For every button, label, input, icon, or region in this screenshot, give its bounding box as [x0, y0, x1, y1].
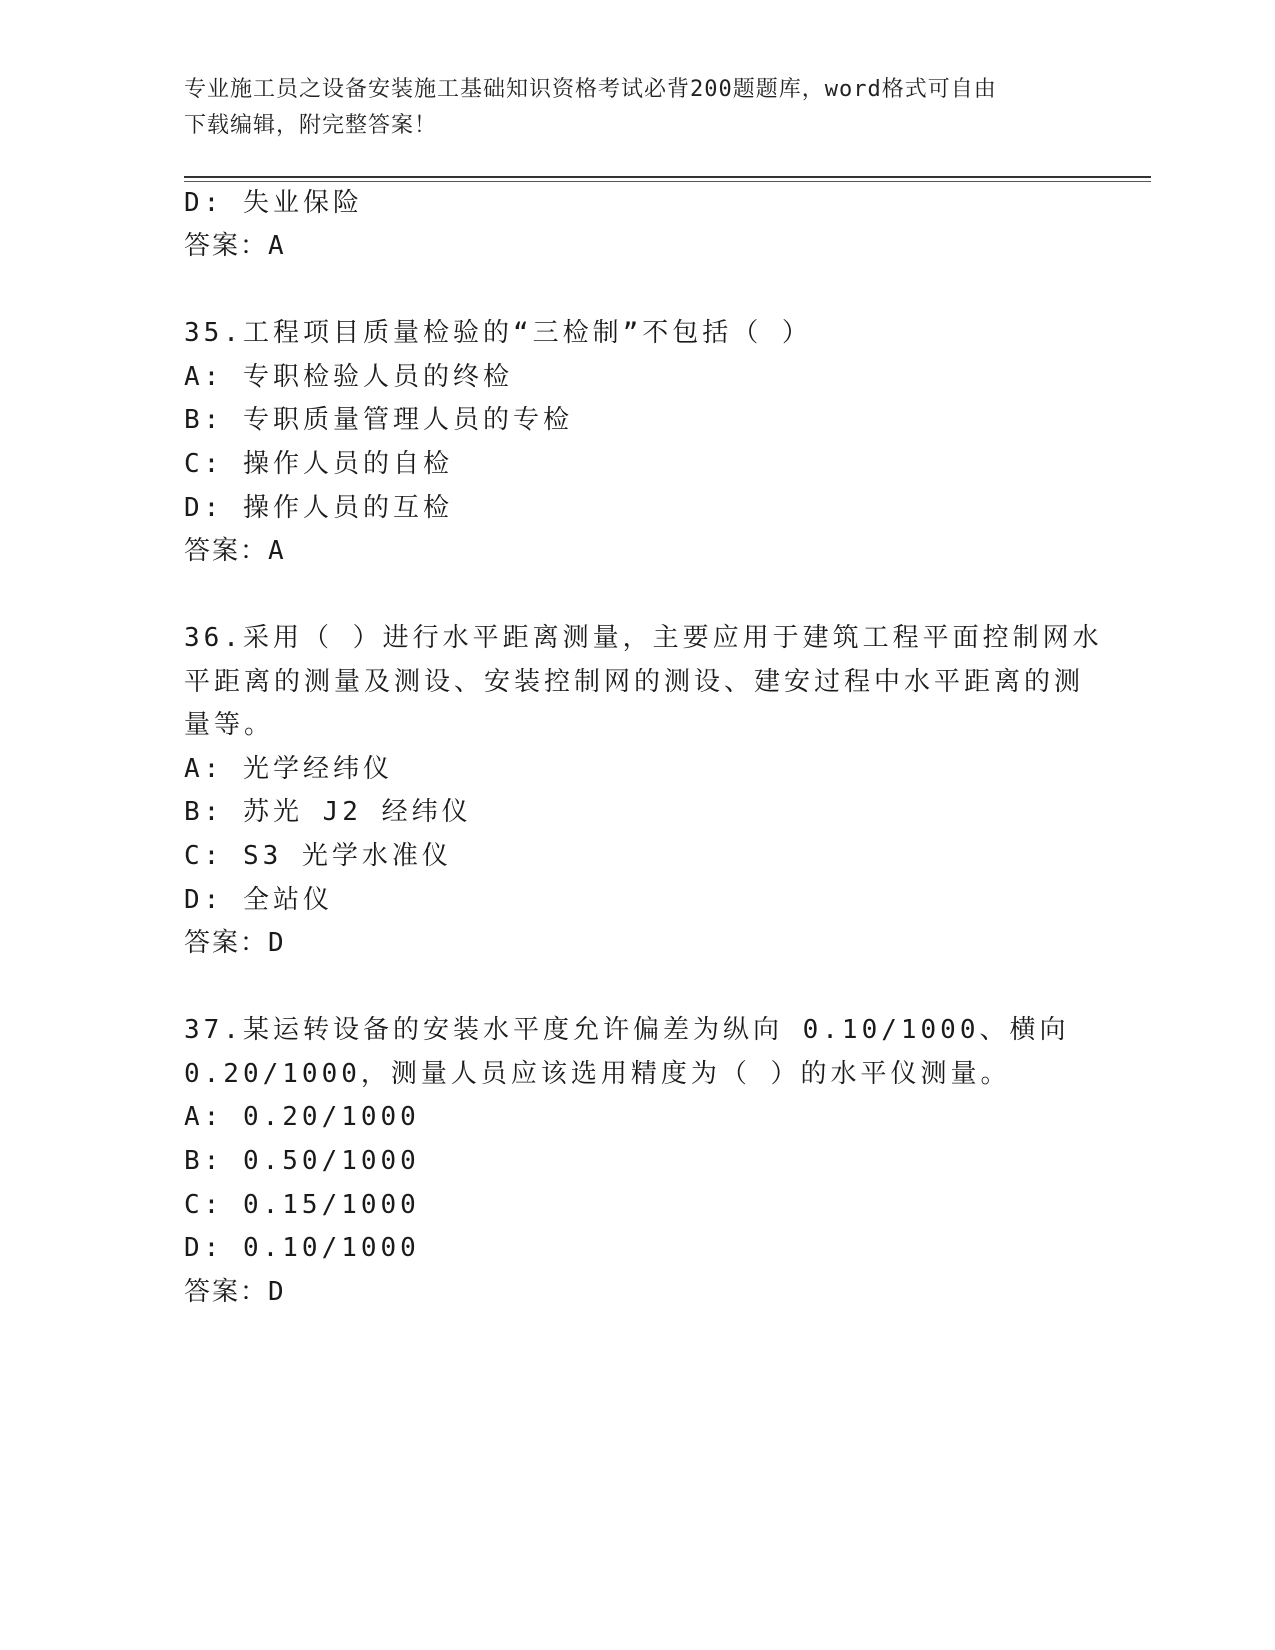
q36-stem-line-3: 量等。: [184, 710, 275, 740]
header-divider-thick: [184, 176, 1151, 178]
q35-option-b: B: 专职质量管理人员的专检: [184, 405, 573, 435]
header-divider-thin: [184, 181, 1151, 182]
q36-stem-line-1: 36.采用（ ）进行水平距离测量，主要应用于建筑工程平面控制网水: [184, 623, 1103, 653]
q36-option-b: B: 苏光 J2 经纬仪: [184, 797, 472, 827]
q35-stem: 35.工程项目质量检验的“三检制”不包括（ ）: [184, 318, 812, 348]
q35-option-d: D: 操作人员的互检: [184, 493, 453, 523]
q36-option-a: A: 光学经纬仪: [184, 754, 393, 784]
q37-stem-line-2: 0.20/1000，测量人员应该选用精度为（ ）的水平仪测量。: [184, 1059, 1011, 1089]
prev-answer: 答案：A: [184, 231, 286, 261]
q36-option-c: C: S3 光学水准仪: [184, 841, 452, 871]
q35-option-c: C: 操作人员的自检: [184, 449, 453, 479]
prev-option-d: D: 失业保险: [184, 188, 363, 218]
q36-stem-line-2: 平距离的测量及测设、安装控制网的测设、建安过程中水平距离的测: [184, 667, 1085, 697]
q37-option-d: D: 0.10/1000: [184, 1233, 420, 1263]
q37-option-b: B: 0.50/1000: [184, 1146, 420, 1176]
q36-option-d: D: 全站仪: [184, 885, 333, 915]
q37-option-a: A: 0.20/1000: [184, 1102, 420, 1132]
header-line-1: 专业施工员之设备安装施工基础知识资格考试必背200题题库，word格式可自由: [184, 77, 997, 102]
header-line-2: 下载编辑，附完整答案！: [184, 113, 438, 138]
q35-option-a: A: 专职检验人员的终检: [184, 362, 513, 392]
q36-answer: 答案：D: [184, 928, 286, 958]
q35-answer: 答案：A: [184, 536, 286, 566]
q37-answer: 答案：D: [184, 1277, 286, 1307]
q37-option-c: C: 0.15/1000: [184, 1190, 420, 1220]
document-header: [184, 72, 1084, 144]
q37-stem-line-1: 37.某运转设备的安装水平度允许偏差为纵向 0.10/1000、横向: [184, 1015, 1070, 1045]
